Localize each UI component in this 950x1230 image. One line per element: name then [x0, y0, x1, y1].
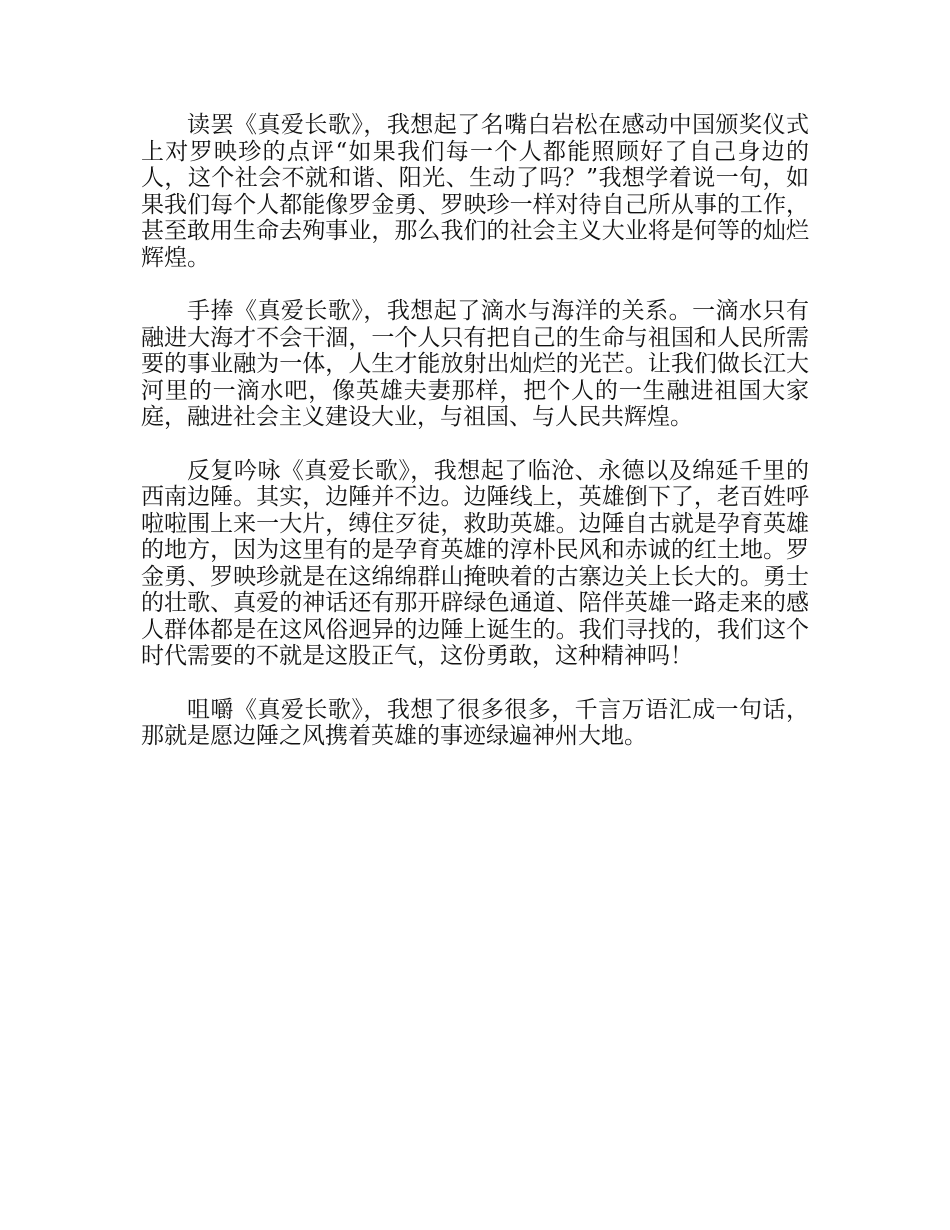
document-body	[141, 112, 809, 777]
paragraph-1: 读罢《真爱长歌》，我想起了名嘴白岩松在感动中国颁奖仪式上对罗映珍的点评“如果我们每一个人都能照顾好了自己身边的人，这个社会不就和谐、阳光、生动了吗？”我想学着说一句，如果我们每个人都能像罗金勇、罗映珍一样对待自己所从事的工作，甚至敢用生命去殉事业，那么我们的社会主义大业将是何等的灿烂辉煌。	[141, 112, 809, 271]
paragraph-4: 咀嚼《真爱长歌》，我想了很多很多，千言万语汇成一句话，那就是愿边陲之风携着英雄的事迹绿遍神州大地。	[141, 696, 809, 749]
paragraph-3: 反复吟咏《真爱长歌》，我想起了临沧、永德以及绵延千里的西南边陲。其实，边陲并不边。边陲线上，英雄倒下了，老百姓呼啦啦围上来一大片，缚住歹徒，救助英雄。边陲自古就是孕育英雄的地方，因为这里有的是孕育英雄的淳朴民风和赤诚的红土地。罗金勇、罗映珍就是在这绵绵群山掩映着的古寨边关上长大的。勇士的壮歌、真爱的神话还有那开辟绿色通道、陪伴英雄一路走来的感人群体都是在这风俗迥异的边陲上诞生的。我们寻找的，我们这个时代需要的不就是这股正气，这份勇敢，这种精神吗！	[141, 457, 809, 669]
paragraph-2: 手捧《真爱长歌》，我想起了滴水与海洋的关系。一滴水只有融进大海才不会干涸，一个人只有把自己的生命与祖国和人民所需要的事业融为一体，人生才能放射出灿烂的光芒。让我们做长江大河里的一滴水吧，像英雄夫妻那样，把个人的一生融进祖国大家庭，融进社会主义建设大业，与祖国、与人民共辉煌。	[141, 298, 809, 430]
